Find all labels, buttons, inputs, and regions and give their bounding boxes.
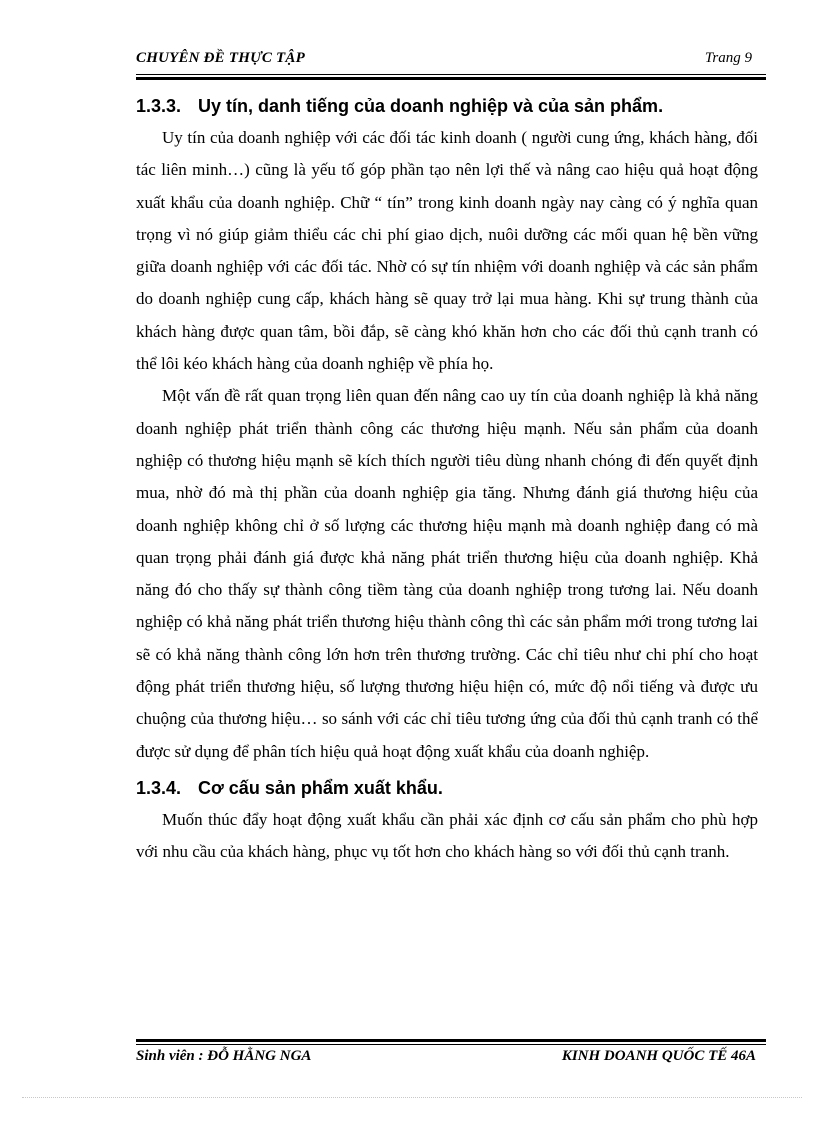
- class-name: KINH DOANH QUỐC TẾ 46A: [561, 1048, 756, 1064]
- page-body: [136, 92, 758, 869]
- section-title: Cơ cấu sản phẩm xuất khẩu.: [198, 777, 443, 798]
- page-footer: [136, 1048, 756, 1070]
- paragraph: Muốn thúc đẩy hoạt động xuất khẩu cần phải xác định cơ cấu sản phẩm cho phù hợp với nhu cầu của khách hàng, phục vụ tốt hơn cho khách hàng so với đối thủ cạnh tranh.: [136, 809, 758, 862]
- section-number: 1.3.3.: [136, 96, 182, 116]
- section-title: Uy tín, danh tiếng của doanh nghiệp và của sản phẩm.: [198, 96, 664, 116]
- student-name: Sinh viên : ĐỖ HẰNG NGA: [136, 1048, 312, 1064]
- page-number: Trang 9: [704, 50, 752, 66]
- page-edge-line: [22, 1097, 802, 1098]
- document-title: CHUYÊN ĐỀ THỰC TẬP: [136, 50, 305, 66]
- paragraph: Uy tín của doanh nghiệp với các đối tác kinh doanh ( người cung ứng, khách hàng, đối tác liên minh…) cũng là yếu tố góp phần tạo nên lợi thế và nâng cao hiệu quả hoạt động xuất khẩu của doanh nghiệp. Chữ “ tín” trong kinh doanh ngày nay càng có ý nghĩa quan trọng vì nó giúp giảm thiểu các chi phí giao dịch, nuôi dưỡng các mối quan hệ bền vững giữa doanh nghiệp với các đối tác. Nhờ có sự tín nhiệm với doanh nghiệp và các sản phẩm do doanh nghiệp cung cấp, khách hàng sẽ quay trở lại mua hàng. Khi sự trung thành của khách hàng được quan tâm, bồi đắp, sẽ càng khó khăn hơn cho các đối thủ cạnh tranh có thể lôi kéo khách hàng của doanh nghiệp về phía họ.: [136, 128, 758, 374]
- page-header: [136, 48, 752, 70]
- section-heading: [136, 774, 758, 802]
- footer-rule-thin: [136, 1044, 766, 1045]
- header-rule-thin: [136, 74, 766, 75]
- section-heading: [136, 92, 758, 120]
- section-number: 1.3.4.: [136, 777, 182, 798]
- footer-rule-thick: [136, 1039, 766, 1042]
- paragraph: Một vấn đề rất quan trọng liên quan đến nâng cao uy tín của doanh nghiệp là khả năng doanh nghiệp phát triển thành công các thương hiệu mạnh. Nếu sản phẩm của doanh nghiệp có thương hiệu mạnh sẽ kích thích người tiêu dùng nhanh chóng đi đến quyết định mua, nhờ đó mà thị phần của doanh nghiệp gia tăng. Nhưng đánh giá thương hiệu của doanh nghiệp không chỉ ở số lượng các thương hiệu mạnh mà doanh nghiệp đang có mà quan trọng phải đánh giá được khả năng phát triển thương hiệu của doanh nghiệp. Khả năng đó cho thấy sự thành công tiềm tàng của doanh nghiệp trong tương lai. Nếu doanh nghiệp có khả năng phát triển thương hiệu thành công thì các sản phẩm mới trong tương lai sẽ có khả năng thành công lớn hơn trên thương trường. Các chỉ tiêu như chi phí cho hoạt động phát triển thương hiệu, số lượng thương hiệu hiện có, mức độ nổi tiếng và được ưu chuộng của thương hiệu… so sánh với các chỉ tiêu tương ứng của đối thủ cạnh tranh có thể được sử dụng để phân tích hiệu quả hoạt động xuất khẩu của doanh nghiệp.: [136, 386, 758, 761]
- header-rule-thick: [136, 77, 766, 80]
